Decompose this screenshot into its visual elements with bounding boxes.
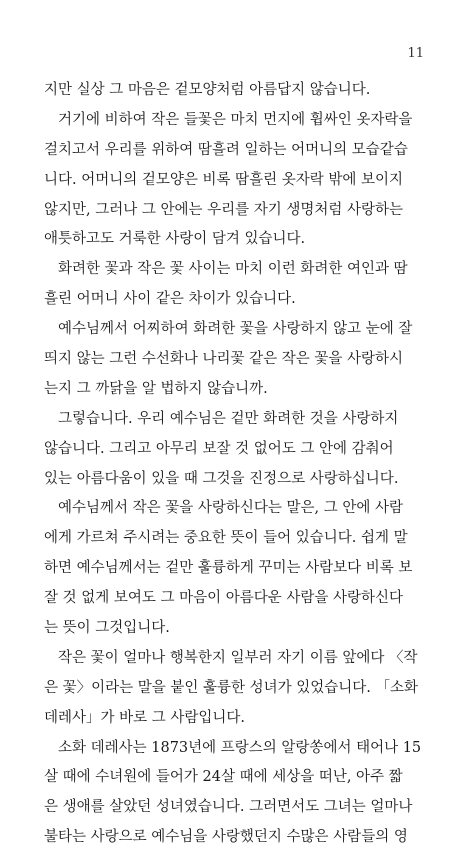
body-text	[44, 76, 436, 853]
text-line: 걸치고서 우리를 위하여 땀흘려 일하는 어머니의 모습같습	[44, 141, 408, 158]
text-line: 흘린 어머니 사이 같은 차이가 있습니다.	[44, 291, 296, 308]
text-line: 예수님께서 어찌하여 화려한 꽃을 사랑하지 않고 눈에 잘	[58, 321, 413, 338]
text-line: 않지만, 그러나 그 안에는 우리를 자기 생명처럼 사랑하는	[44, 201, 404, 218]
text-line: 불타는 사랑으로 예수님을 사랑했던지 수많은 사람들의 영	[44, 829, 408, 846]
text-line: 소화 데레사는 1873년에 프랑스의 알랑쏭에서 태어나 15	[58, 739, 422, 756]
text-line: 있는 아름다움이 있을 때 그것을 진정으로 사랑하십니다.	[44, 470, 399, 487]
text-line: 않습니다. 그리고 아무리 보잘 것 없어도 그 안에 감춰어	[44, 440, 394, 457]
text-line: 거기에 비하여 작은 들꽃은 마치 먼지에 휩싸인 옷자락을	[58, 111, 413, 128]
text-line: 은 생애를 살았던 성녀였습니다. 그러면서도 그녀는 얼마나	[44, 799, 413, 816]
text-line: 니다. 어머니의 겉모양은 비록 땀흘린 옷자락 밖에 보이지	[44, 171, 404, 188]
text-line: 지만 실상 그 마음은 겉모양처럼 아름답지 않습니다.	[44, 82, 371, 98]
text-line: 화려한 꽃과 작은 꽃 사이는 마치 이런 화려한 여인과 땀	[58, 261, 408, 278]
text-line: 애틋하고도 거룩한 사랑이 담겨 있습니다.	[44, 231, 306, 248]
text-line: 하면 예수님께서는 겉만 훌륭하게 꾸미는 사람보다 비록 보	[44, 560, 413, 577]
text-line: 작은 꽃이 얼마나 행복한지 일부러 자기 이름 앞에다 〈작	[58, 649, 418, 666]
text-line: 살 때에 수녀원에 들어가 24살 때에 세상을 떠난, 아주 짧	[44, 769, 403, 786]
page-number: 11	[407, 46, 424, 61]
text-line: 는 뜻이 그것입니다.	[44, 620, 170, 637]
text-line: 은 꽃〉이라는 말을 붙인 훌륭한 성녀가 있었습니다. 「소화	[44, 679, 419, 696]
text-line: 예수님께서 작은 꽃을 사랑하신다는 말은, 그 안에 사람	[58, 500, 404, 517]
text-line: 는지 그 까닭을 알 법하지 않습니까.	[44, 380, 268, 397]
text-line: 잘 것 없게 보여도 그 마음이 아름다운 사람을 사랑하신다	[44, 590, 404, 607]
text-line: 띄지 않는 그런 수선화나 나리꽃 같은 작은 꽃을 사랑하시	[44, 351, 404, 368]
text-line: 에게 가르쳐 주시려는 중요한 뜻이 들어 있습니다. 쉽게 말	[44, 530, 408, 547]
text-line: 그렇습니다. 우리 예수님은 겉만 화려한 것을 사랑하지	[58, 410, 399, 427]
text-line: 데레사」가 바로 그 사람입니다.	[44, 709, 246, 726]
